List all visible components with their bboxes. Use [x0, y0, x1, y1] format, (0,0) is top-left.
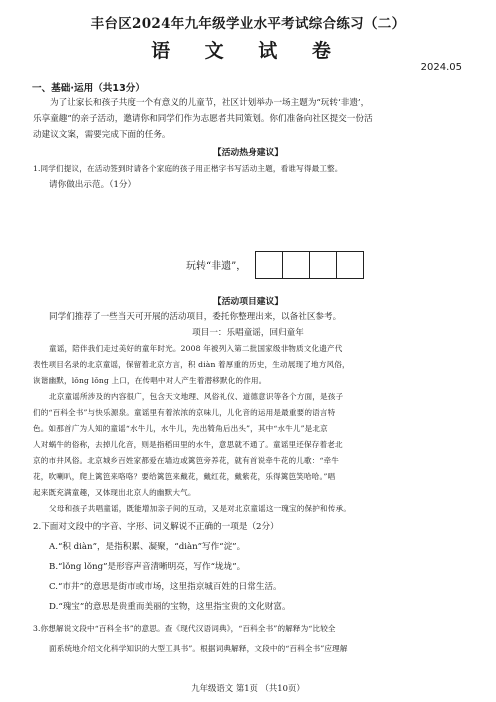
passage-line: 起来既充满童趣，又体现出北京人的幽默大气。	[33, 488, 196, 497]
writing-box[interactable]	[255, 251, 283, 279]
intro-line-2: 乐享童趣”的亲子活动，邀请你和同学们作为志愿者共同策划。你们准备向社区提交一份活	[33, 114, 373, 124]
project-section-heading: 【活动项目建议】	[212, 297, 284, 307]
writing-box[interactable]	[309, 251, 337, 279]
passage-line: 北京童谣所涉及的内容很广，包含天文地理、风俗礼仪、道德意识等各个方面，是孩子	[49, 392, 344, 401]
question-2-option-a[interactable]: A.“积 diàn”，是指积累、凝聚，“diàn”写作“淀”。	[49, 542, 246, 552]
intro-line-1: 为了让家长和孩子共度一个有意义的儿童节，社区计划举办一场主题为“玩转‘非遗’，	[50, 98, 370, 108]
project-item-title: 项目一：乐唱童谣，回归童年	[192, 328, 304, 338]
page-footer: 九年级语文 第1页 （共10页）	[191, 683, 305, 693]
hot-section-heading: 【活动热身建议】	[212, 148, 284, 158]
passage-line: 花，吹喇叭，爬上篱笆来咯咯？要给篱笆来戴花，戴红花，戴紫花，乐得篱笆笑哈哈。”唱	[33, 472, 336, 481]
passage-line: 父母和孩子共唱童谣，既能增加亲子间的互动，又是对北京童谣这一瑰宝的保护和传承。	[49, 504, 352, 513]
exam-title: 丰台区2024年九年级学业水平考试综合练习（二）	[90, 16, 406, 32]
question-2-stem: 2.下面对文段中的字音、字形、词义解说不正确的一项是（2分）	[33, 522, 279, 532]
passage-line: 人对蜗牛的俗称，去掉儿化音，则是指稻田里的水牛，意思就不通了。童谣里还保存着老北	[33, 440, 343, 449]
passage-line: 京的市井风俗。北京城乡百姓家都爱在墙边或篱笆旁养花，就有首说牵牛花的儿歌：“牵牛	[33, 456, 340, 465]
question-3-line-1: 3.你想解说文段中“百科全书”的意思。查《现代汉语词典》，“百科全书”的解释为“比较全	[33, 624, 336, 633]
passage-line: 们的“百科全书”与快乐源泉。童谣里有着浓浓的京味儿，儿化音的运用是最重要的语言特	[33, 408, 336, 417]
section-heading-basics: 一、基础·运用（共13分）	[32, 83, 145, 94]
writing-grid[interactable]	[256, 251, 364, 279]
question-2-option-c[interactable]: C.“市井”的意思是街市或市场，这里指京城百姓的日常生活。	[49, 582, 282, 592]
passage-line: 表性项目名录的北京童谣，保留着北京方言，积 diàn 着厚重的历史，生动展现了地方风俗，	[33, 360, 350, 369]
question-2-option-d[interactable]: D.“瑰宝”的意思是贵重而美丽的宝物，这里指宝贵的文化财富。	[49, 602, 291, 612]
exam-date: 2024.05	[420, 62, 462, 73]
question-1-line-1: 1.同学们提议，在活动签到时请各个家庭的孩子用正楷字书写活动主题，看谁写得最工整。	[33, 164, 343, 173]
passage-line: 童谣，陪伴我们走过美好的童年时光。2008 年被列入第二批国家级非物质文化遗产代	[49, 344, 343, 353]
question-3-line-2: 面系统地介绍文化科学知识的大型工具书”。根据词典解释，文段中的“百科全书”应理解	[49, 644, 348, 653]
writing-box[interactable]	[336, 251, 364, 279]
passage-line: 诙谐幽默，lǒng lǒng 上口，在传唱中对人产生着潜移默化的作用。	[33, 376, 267, 385]
project-intro: 同学们推荐了一些当天可开展的活动项目，委托你整理出来，以备社区参考。	[49, 312, 342, 322]
question-1-line-2: 请你做出示范。（1分）	[49, 180, 137, 190]
question-2-option-b[interactable]: B.“lǒng lǒng”是形容声音清晰明亮，写作“垅垅”。	[49, 562, 246, 572]
writing-box[interactable]	[282, 251, 310, 279]
passage-line: 色。如那首广为人知的童谣“水牛儿，水牛儿，先出犄角后出头”，其中“水牛儿”是北京	[33, 424, 328, 433]
subject-title: 语 文 试 卷	[151, 40, 345, 62]
intro-line-3: 动建议文案，需要完成下面的任务。	[33, 130, 171, 140]
theme-label: 玩转“非遗”，	[186, 261, 247, 272]
